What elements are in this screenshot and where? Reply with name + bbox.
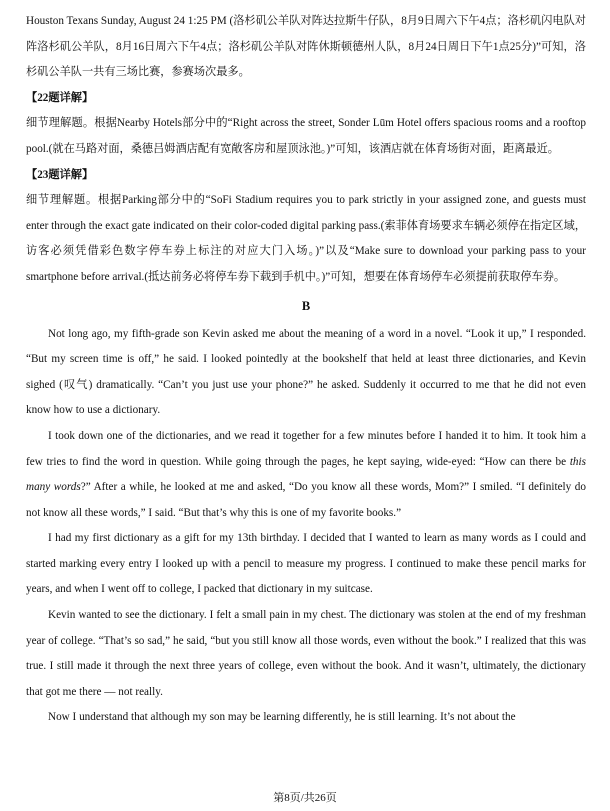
- heading-question-22: 【22题详解】: [26, 91, 94, 104]
- paragraph-21-continuation: Houston Texans Sunday, August 24 1:25 PM (洛杉矶公羊队对阵达拉斯牛仔队，8月9日周六下午4点；洛杉矶闪电队对阵洛杉矶公羊队，8月16日周六下午4点；洛杉矶公羊队对阵休斯顿德州人队，8月24日周日下午1点25分)”可知，洛杉矶公羊队一共有三场比赛，参赛场次最多。: [26, 15, 586, 79]
- passage-paragraph-2-italic: this many words: [26, 455, 586, 494]
- heading-question-23: 【23题详解】: [26, 168, 94, 181]
- passage-paragraph-1: Not long ago, my fifth-grade son Kevin asked me about the meaning of a word in a novel. “Look it up,” I responded. “But my screen time is off,” he said. I looked pointedly at the bookshelf that held at least three dictionaries, and Kevin sighed (叹气) dramatically. “Can’t you just use your phone?” he asked. Suddenly it occurred to me that he did not even know how to use a dictionary.: [26, 327, 586, 417]
- section-heading-b: B: [301, 298, 311, 313]
- page-number-footer: 第8页/共26页: [273, 792, 337, 804]
- passage-paragraph-2-part-1: I took down one of the dictionaries, and we read it together for a few minutes before I handed it to him. It took him a few tries to find the word in question. While going through the pages, he kept saying, wide-eyed: “How can there be: [26, 429, 586, 468]
- passage-paragraph-4: Kevin wanted to see the dictionary. I felt a small pain in my chest. The dictionary was stolen at the end of my freshman year of college. “That’s so sad,” he said, “but you still know all those words, even without the book.” I realized that this was true. I still made it through the next three years of college, even without the book. And it wasn’t, ultimately, the dictionary that got me there — not really.: [26, 609, 586, 698]
- paragraph-question-23: 细节理解题。根据Parking部分中的“SoFi Stadium requires you to park strictly in your assigned zone, and guests must enter through the exact gate indicated on their color-coded digital parking pass.(索菲体育场要求车辆必须停在指定区域，访客必须凭借彩色数字停车券上标注的对应大门入场。)”以及“Make sure to download your parking pass to your smartphone before arrival.(抵达前务必将停车券下载到手机中。)”可知，想要在体育场停车必须提前获取停车券。: [26, 194, 586, 283]
- passage-paragraph-5: Now I understand that although my son may be learning differently, he is still learning. It’s not about the: [48, 711, 516, 724]
- passage-paragraph-3: I had my first dictionary as a gift for my 13th birthday. I decided that I wanted to learn as many words as I could and started marking every entry I looked up with a pencil to measure my progress. I continued to make these pencil marks for years, and when I went off to college, I packed that dictionary in my suitcase.: [26, 532, 586, 596]
- paragraph-question-22: 细节理解题。根据Nearby Hotels部分中的“Right across the street, Sonder Lūm Hotel offers spacious rooms and a rooftop pool.(就在马路对面，桑德吕姆酒店配有宽敞客房和屋顶泳池。)”可知，该酒店就在体育场街对面，距离最近。: [26, 117, 586, 155]
- passage-paragraph-2: [26, 424, 586, 526]
- document-body: [26, 9, 586, 731]
- passage-paragraph-2-part-2: ?” After a while, he looked at me and asked, “Do you know all these words, Mom?” I smiled. “I definitely do not know all these words,” I said. “But that’s why this is one of my favorite books.”: [26, 481, 586, 519]
